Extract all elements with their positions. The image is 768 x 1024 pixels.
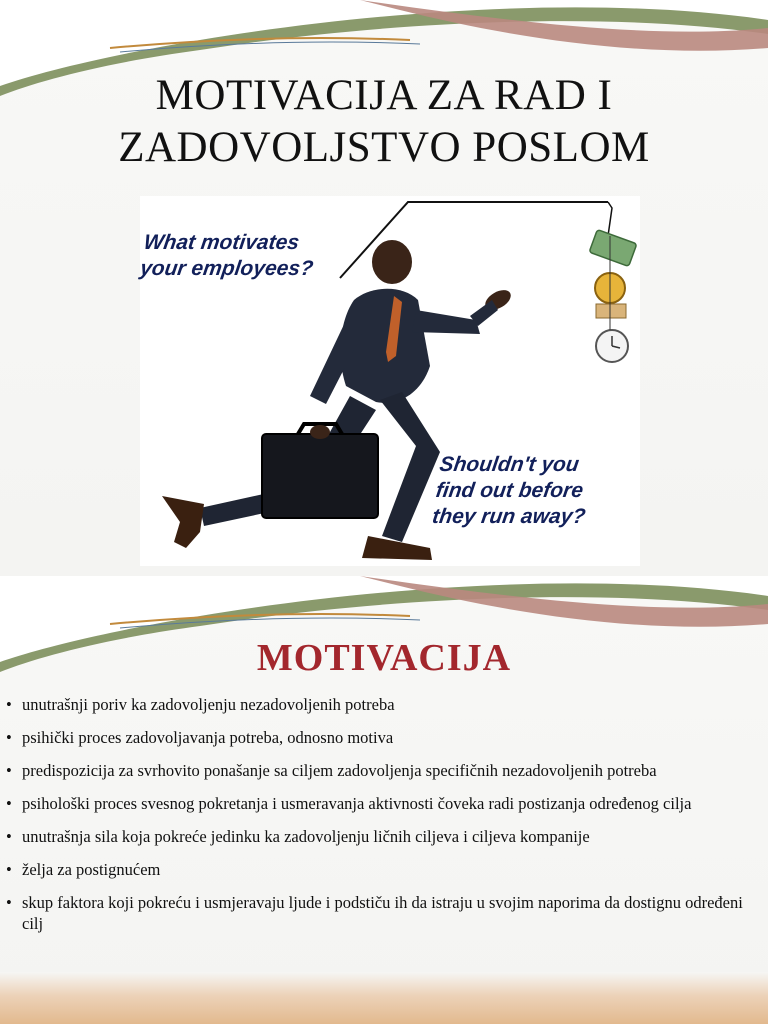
caption-question-line-1: What motivates bbox=[142, 231, 301, 254]
slide-2-title: MOTIVACIJA bbox=[256, 637, 512, 679]
caption-warning-line-3: they run away? bbox=[430, 505, 587, 528]
definition-list bbox=[0, 694, 768, 934]
bottom-gradient-band bbox=[0, 972, 768, 1024]
money-bait-icon bbox=[589, 230, 637, 362]
list-item: • želja za postignućem bbox=[0, 859, 768, 880]
slide-1-title bbox=[0, 70, 768, 174]
list-item: • psihološki proces svesnog pokretanja i usmeravanja aktivnosti čoveka radi postizanja određenog cilja bbox=[0, 793, 768, 814]
motivation-illustration bbox=[140, 196, 640, 566]
caption-warning-line-1: Shouldn't you bbox=[438, 453, 581, 476]
list-item: • unutrašnji poriv ka zadovoljenju nezadovoljenih potreba bbox=[0, 694, 768, 715]
list-item: • predispozicija za svrhovito ponašanje sa ciljem zadovoljenja specifičnih nezadovoljenih potreba bbox=[0, 760, 768, 781]
title-line-1: MOTIVACIJA ZA RAD I bbox=[155, 72, 613, 119]
caption-question-line-2: your employees? bbox=[138, 257, 315, 280]
caption-question bbox=[138, 230, 318, 282]
caption-warning-line-2: find out before bbox=[434, 479, 585, 502]
caption-warning bbox=[431, 452, 595, 530]
list-item: • skup faktora koji pokreću i usmjeravaju ljude i podstiču ih da istraju u svojim naporima da dostignu određeni cilj bbox=[0, 892, 768, 934]
title-line-2: ZADOVOLJSTVO POSLOM bbox=[118, 124, 650, 171]
list-item: • unutrašnja sila koja pokreće jedinku ka zadovoljenju ličnih ciljeva i ciljeva kompanije bbox=[0, 826, 768, 847]
slide-2 bbox=[0, 576, 768, 1024]
list-item: • psihički proces zadovoljavanja potreba, odnosno motiva bbox=[0, 727, 768, 748]
